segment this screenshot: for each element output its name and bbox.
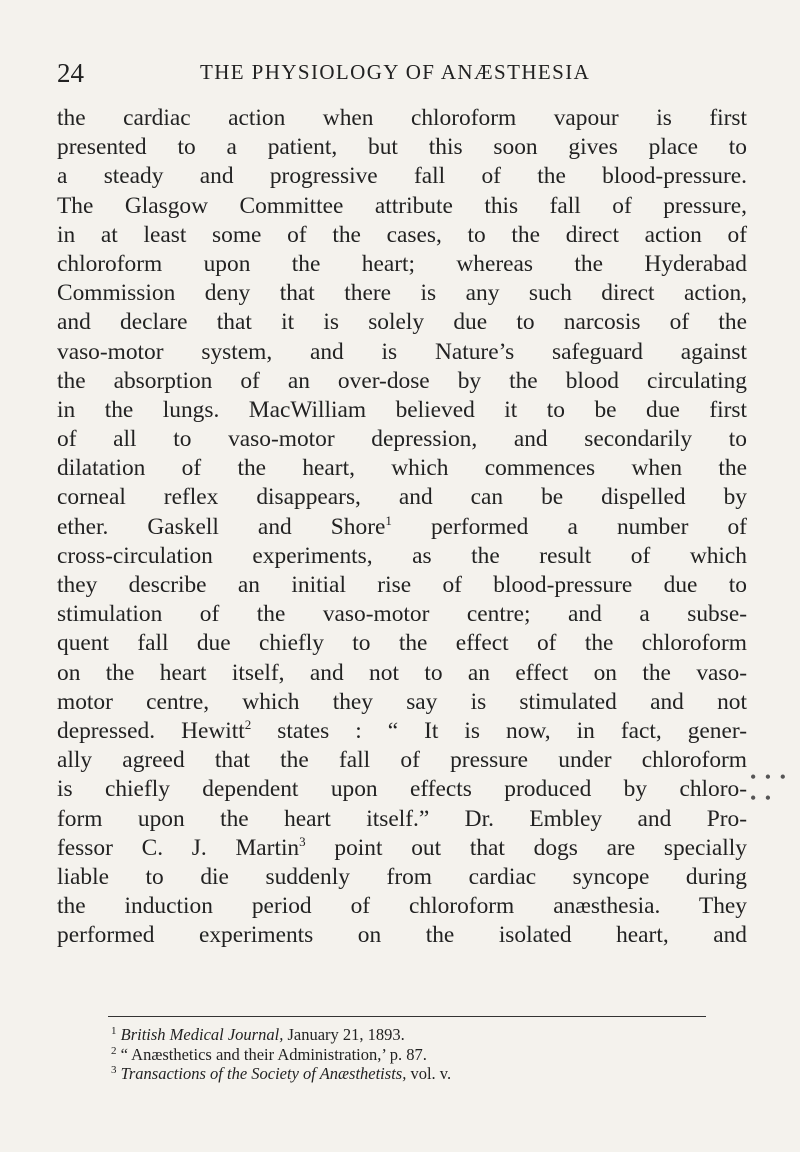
- text-line: on the heart itself, and not to an effect on the vaso-: [57, 659, 747, 686]
- text-line: and declare that it is solely due to narcosis of the: [57, 309, 747, 336]
- text-line: stimulation of the vaso-motor centre; and a subse-: [57, 601, 747, 628]
- footnote-ref-3: 3: [299, 833, 306, 849]
- text-line: vaso-motor system, and is Nature’s safeguard against: [57, 338, 747, 365]
- text-line: [57, 717, 747, 746]
- footnote-3: [111, 1064, 751, 1084]
- text-line: chloroform upon the heart; whereas the Hyderabad: [57, 250, 747, 277]
- text-segment: depressed. Hewitt: [57, 717, 245, 744]
- footnote-text: “ Anæsthetics and their Administration,’ p. 87.: [120, 1044, 427, 1064]
- text-line: ally agreed that the fall of pressure under chloroform: [57, 747, 747, 774]
- text-line: presented to a patient, but this soon gives place to: [57, 134, 747, 161]
- text-line: The Glasgow Committee attribute this fall of pressure,: [57, 192, 747, 219]
- footnote-2: [111, 1045, 751, 1065]
- text-line: they describe an initial rise of blood-pressure due to: [57, 572, 747, 598]
- text-segment: point out that dogs are specially: [334, 834, 747, 861]
- footnote-title: Transactions of the Society of Anæsthetists,: [120, 1064, 407, 1083]
- footnote-mark: 2: [111, 1044, 117, 1057]
- footnote-mark: 1: [111, 1025, 117, 1037]
- text-line: performed experiments on the isolated heart, and: [57, 922, 747, 949]
- footnote-mark: 3: [111, 1064, 117, 1076]
- text-segment: ether. Gaskell and Shore: [57, 513, 386, 540]
- text-line: of all to vaso-motor depression, and secondarily to: [57, 426, 747, 453]
- text-line: form upon the heart itself.” Dr. Embley and Pro-: [57, 805, 747, 832]
- text-line: in at least some of the cases, to the direct action of: [57, 221, 747, 248]
- running-title: THE PHYSIOLOGY OF ANÆSTHESIA: [200, 60, 591, 84]
- text-segment: states : “ It is now, in fact, gener-: [277, 717, 747, 744]
- page-number: 24: [57, 58, 84, 88]
- text-line: dilatation of the heart, which commences when the: [57, 455, 747, 482]
- text-segment: performed a number of: [430, 513, 747, 540]
- text-line: quent fall due chiefly to the effect of the chloroform: [57, 630, 747, 657]
- margin-mark: • • • • •: [750, 767, 788, 808]
- text-segment: fessor C. J. Martin: [57, 834, 300, 861]
- footnote-1: [111, 1025, 751, 1045]
- text-line: liable to die suddenly from cardiac syncope during: [57, 863, 747, 890]
- text-line: a steady and progressive fall of the blood-pressure.: [57, 163, 747, 190]
- footnote-ref-1: 1: [385, 512, 392, 528]
- text-line: the cardiac action when chloroform vapour is first: [57, 105, 747, 131]
- body-text: [57, 104, 747, 950]
- text-line: is chiefly dependent upon effects produced by chloro-: [57, 776, 747, 803]
- text-line: [57, 513, 747, 542]
- text-line: Commission deny that there is any such direct action,: [57, 280, 747, 307]
- footnote-text: vol. v.: [406, 1064, 452, 1083]
- footnote-divider: [108, 1016, 706, 1017]
- text-line: the absorption of an over-dose by the blood circulating: [57, 367, 747, 394]
- text-line: motor centre, which they say is stimulated and not: [57, 688, 747, 715]
- text-line: in the lungs. MacWilliam believed it to be due first: [57, 396, 747, 423]
- footnote-ref-2: 2: [244, 716, 252, 732]
- page-header: [57, 58, 757, 94]
- text-line: [57, 834, 747, 863]
- text-line: corneal reflex disappears, and can be dispelled by: [57, 484, 747, 511]
- text-line: cross-circulation experiments, as the result of which: [57, 542, 747, 569]
- footnote-title: British Medical Journal,: [120, 1025, 284, 1044]
- footnotes: [111, 1025, 751, 1084]
- text-line: the induction period of chloroform anæsthesia. They: [57, 893, 747, 920]
- footnote-text: January 21, 1893.: [283, 1025, 405, 1044]
